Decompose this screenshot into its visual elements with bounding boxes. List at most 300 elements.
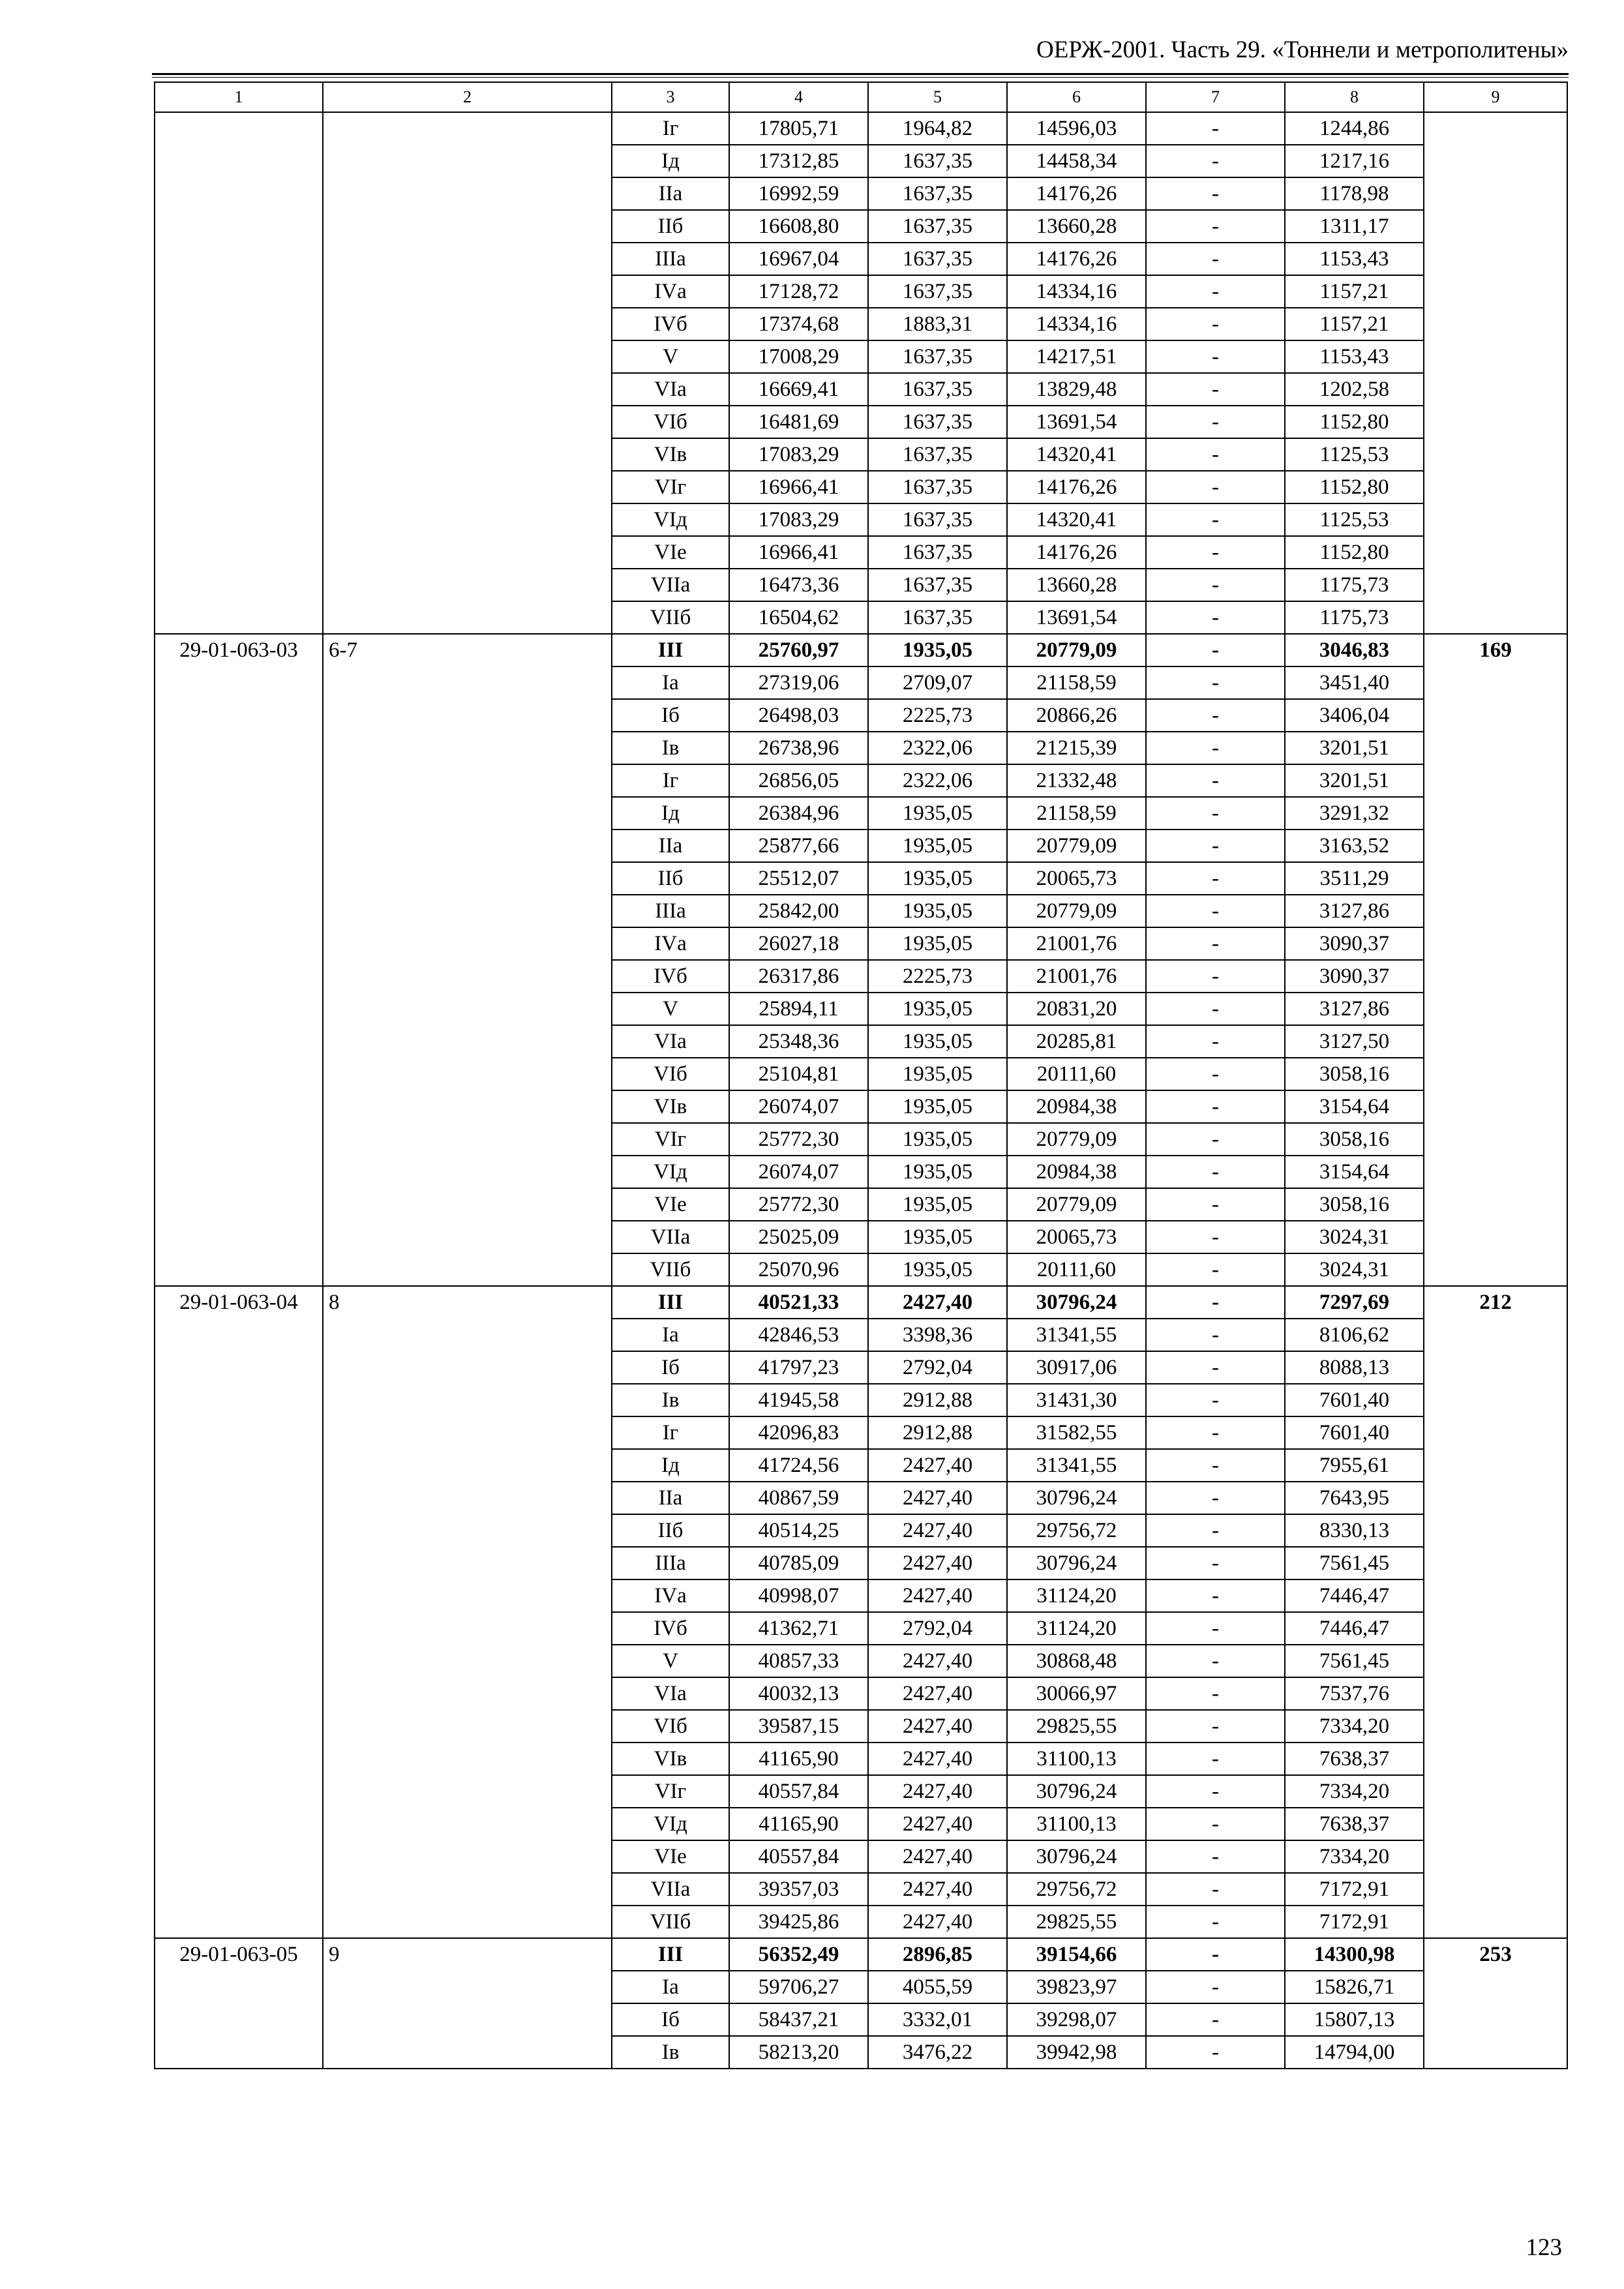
value-cell: 14176,26	[1007, 471, 1146, 503]
value-cell: 27319,06	[729, 666, 868, 699]
value-cell: -	[1146, 471, 1285, 503]
value-cell: 25842,00	[729, 895, 868, 927]
value-cell: 3332,01	[868, 2003, 1007, 2036]
value-cell: 7561,45	[1285, 1645, 1424, 1677]
header-rule	[152, 73, 1569, 75]
value-cell: 1883,31	[868, 308, 1007, 340]
column-header: 6	[1007, 82, 1146, 112]
value-cell: -	[1146, 732, 1285, 764]
value-cell: 40998,07	[729, 1579, 868, 1612]
value-cell: 40867,59	[729, 1482, 868, 1514]
value-cell: 2912,88	[868, 1384, 1007, 1416]
value-cell: 31341,55	[1007, 1319, 1146, 1351]
value-cell: 14217,51	[1007, 340, 1146, 373]
value-cell: 1637,35	[868, 601, 1007, 634]
rate-spec: 9	[323, 1938, 612, 2069]
value-cell: 20984,38	[1007, 1156, 1146, 1188]
value-cell: 2427,40	[868, 1906, 1007, 1938]
value-cell: 3291,32	[1285, 797, 1424, 830]
value-cell: -	[1146, 1416, 1285, 1449]
value-cell: 40514,25	[729, 1514, 868, 1547]
value-cell: -	[1146, 308, 1285, 340]
value-cell: 29756,72	[1007, 1873, 1146, 1906]
value-cell: 16967,04	[729, 243, 868, 275]
value-cell: 39357,03	[729, 1873, 868, 1906]
value-cell: 3201,51	[1285, 732, 1424, 764]
value-cell: -	[1146, 1025, 1285, 1058]
value-cell: 29825,55	[1007, 1710, 1146, 1743]
value-cell: 16481,69	[729, 406, 868, 438]
value-cell: -	[1146, 1221, 1285, 1253]
value-cell: 39154,66	[1007, 1938, 1146, 1971]
value-cell: 7601,40	[1285, 1416, 1424, 1449]
soil-category-cell: VIг	[612, 1775, 729, 1808]
column-header: 1	[155, 82, 323, 112]
value-cell: 1175,73	[1285, 601, 1424, 634]
value-cell: 25877,66	[729, 830, 868, 862]
value-cell: 3046,83	[1285, 634, 1424, 666]
soil-category-cell: VIв	[612, 1743, 729, 1775]
value-cell: 1125,53	[1285, 503, 1424, 536]
value-cell: -	[1146, 438, 1285, 471]
value-cell: 3024,31	[1285, 1253, 1424, 1286]
value-cell: 3024,31	[1285, 1221, 1424, 1253]
value-cell: 2427,40	[868, 1514, 1007, 1547]
value-cell: 30796,24	[1007, 1286, 1146, 1319]
soil-category-cell: Iа	[612, 666, 729, 699]
soil-category-cell: IIб	[612, 1514, 729, 1547]
soil-category-cell: IIIа	[612, 243, 729, 275]
soil-category-cell: IIIа	[612, 1547, 729, 1579]
value-cell: 39587,15	[729, 1710, 868, 1743]
value-cell: 17805,71	[729, 112, 868, 145]
soil-category-cell: VIб	[612, 1710, 729, 1743]
document-header: ОЕРЖ-2001. Часть 29. «Тоннели и метрополитены»	[1036, 37, 1569, 63]
value-cell: 8330,13	[1285, 1514, 1424, 1547]
value-cell: 2912,88	[868, 1416, 1007, 1449]
value-cell: 1964,82	[868, 112, 1007, 145]
value-cell: 31124,20	[1007, 1612, 1146, 1645]
rate-code: 29-01-063-04	[155, 1286, 323, 1938]
value-cell: 7643,95	[1285, 1482, 1424, 1514]
column-header: 4	[729, 82, 868, 112]
header-rule-thin	[152, 77, 1569, 78]
value-cell: 1935,05	[868, 1123, 1007, 1156]
value-cell: 7638,37	[1285, 1743, 1424, 1775]
value-cell: 3163,52	[1285, 830, 1424, 862]
value-cell: 7601,40	[1285, 1384, 1424, 1416]
soil-category-cell: Iб	[612, 1351, 729, 1384]
value-cell: 7955,61	[1285, 1449, 1424, 1482]
value-cell: 20779,09	[1007, 830, 1146, 862]
value-cell: 16669,41	[729, 373, 868, 406]
soil-category-cell: VIд	[612, 1156, 729, 1188]
value-cell: -	[1146, 243, 1285, 275]
value-cell: 30796,24	[1007, 1775, 1146, 1808]
value-cell: 2225,73	[868, 699, 1007, 732]
value-cell: 16504,62	[729, 601, 868, 634]
value-cell: 40032,13	[729, 1677, 868, 1710]
soil-category-cell: VIд	[612, 503, 729, 536]
soil-category-cell: V	[612, 1645, 729, 1677]
value-cell: 3154,64	[1285, 1090, 1424, 1123]
value-cell: 16992,59	[729, 177, 868, 210]
value-cell: 1935,05	[868, 634, 1007, 666]
value-cell: 1935,05	[868, 862, 1007, 895]
value-cell: -	[1146, 406, 1285, 438]
rate-spec: 8	[323, 1286, 612, 1938]
soil-category-cell: IIб	[612, 862, 729, 895]
value-cell: 17128,72	[729, 275, 868, 308]
value-cell: 1935,05	[868, 1058, 1007, 1090]
value-cell: 14300,98	[1285, 1938, 1424, 1971]
value-cell: -	[1146, 1612, 1285, 1645]
value-cell: 20779,09	[1007, 1188, 1146, 1221]
value-cell: -	[1146, 340, 1285, 373]
value-cell: -	[1146, 1840, 1285, 1873]
value-cell: 3090,37	[1285, 960, 1424, 993]
value-cell: -	[1146, 862, 1285, 895]
value-cell: 17008,29	[729, 340, 868, 373]
value-cell: 41165,90	[729, 1743, 868, 1775]
value-cell: 40557,84	[729, 1840, 868, 1873]
value-cell: 2427,40	[868, 1449, 1007, 1482]
value-cell: 3090,37	[1285, 927, 1424, 960]
soil-category-cell: Iб	[612, 2003, 729, 2036]
value-cell: 7638,37	[1285, 1808, 1424, 1840]
value-cell: -	[1146, 2003, 1285, 2036]
soil-category-cell: IIа	[612, 1482, 729, 1514]
value-cell: 21332,48	[1007, 764, 1146, 797]
table-row	[155, 634, 1567, 666]
value-cell: -	[1146, 275, 1285, 308]
value-cell: -	[1146, 895, 1285, 927]
value-cell: 14334,16	[1007, 308, 1146, 340]
value-cell: -	[1146, 112, 1285, 145]
value-cell: 1637,35	[868, 373, 1007, 406]
value-cell: 7334,20	[1285, 1775, 1424, 1808]
value-cell: 25104,81	[729, 1058, 868, 1090]
value-cell: 39823,97	[1007, 1971, 1146, 2003]
soil-category-cell: IIIа	[612, 895, 729, 927]
value-cell: 21158,59	[1007, 797, 1146, 830]
value-cell: 26384,96	[729, 797, 868, 830]
value-cell: 1153,43	[1285, 340, 1424, 373]
value-cell: 40521,33	[729, 1286, 868, 1319]
value-cell: 41797,23	[729, 1351, 868, 1384]
soil-category-cell: Iд	[612, 145, 729, 177]
value-cell: 58437,21	[729, 2003, 868, 2036]
value-cell: -	[1146, 797, 1285, 830]
value-cell: 3058,16	[1285, 1188, 1424, 1221]
soil-category-cell: IIа	[612, 830, 729, 862]
value-cell: 30796,24	[1007, 1547, 1146, 1579]
value-cell: 13691,54	[1007, 406, 1146, 438]
value-cell: -	[1146, 210, 1285, 243]
value-cell: 40557,84	[729, 1775, 868, 1808]
value-cell: 2427,40	[868, 1579, 1007, 1612]
value-cell: 14176,26	[1007, 536, 1146, 569]
value-cell: 2896,85	[868, 1938, 1007, 1971]
rate-code: 29-01-063-05	[155, 1938, 323, 2069]
soil-category-cell: Iг	[612, 764, 729, 797]
soil-category-cell: VIв	[612, 1090, 729, 1123]
soil-category-cell: III	[612, 634, 729, 666]
value-cell: 3154,64	[1285, 1156, 1424, 1188]
value-cell: 25025,09	[729, 1221, 868, 1253]
column9-value: 253	[1424, 1938, 1567, 2069]
value-cell: 2792,04	[868, 1351, 1007, 1384]
value-cell: -	[1146, 1123, 1285, 1156]
value-cell: 20779,09	[1007, 895, 1146, 927]
rate-spec	[323, 112, 612, 634]
value-cell: 21001,76	[1007, 927, 1146, 960]
rate-code: 29-01-063-03	[155, 634, 323, 1286]
value-cell: 7537,76	[1285, 1677, 1424, 1710]
value-cell: 25348,36	[729, 1025, 868, 1058]
value-cell: 25760,97	[729, 634, 868, 666]
value-cell: -	[1146, 503, 1285, 536]
value-cell: 13691,54	[1007, 601, 1146, 634]
value-cell: -	[1146, 1808, 1285, 1840]
value-cell: 29825,55	[1007, 1906, 1146, 1938]
value-cell: 26498,03	[729, 699, 868, 732]
value-cell: 14334,16	[1007, 275, 1146, 308]
value-cell: 20779,09	[1007, 634, 1146, 666]
value-cell: 15807,13	[1285, 2003, 1424, 2036]
column9-value: 212	[1424, 1286, 1567, 1938]
value-cell: -	[1146, 1482, 1285, 1514]
soil-category-cell: VIа	[612, 1025, 729, 1058]
value-cell: 14458,34	[1007, 145, 1146, 177]
value-cell: 3406,04	[1285, 699, 1424, 732]
soil-category-cell: VIе	[612, 536, 729, 569]
value-cell: 3127,50	[1285, 1025, 1424, 1058]
value-cell: 3058,16	[1285, 1058, 1424, 1090]
value-cell: 2427,40	[868, 1645, 1007, 1677]
value-cell: 1217,16	[1285, 145, 1424, 177]
value-cell: 25512,07	[729, 862, 868, 895]
column9-value: 169	[1424, 634, 1567, 1286]
value-cell: 25070,96	[729, 1253, 868, 1286]
value-cell: 20111,60	[1007, 1058, 1146, 1090]
value-cell: 20065,73	[1007, 1221, 1146, 1253]
value-cell: 1935,05	[868, 1025, 1007, 1058]
value-cell: 2225,73	[868, 960, 1007, 993]
value-cell: 4055,59	[868, 1971, 1007, 2003]
value-cell: 2322,06	[868, 764, 1007, 797]
value-cell: 7334,20	[1285, 1840, 1424, 1873]
value-cell: 30796,24	[1007, 1840, 1146, 1873]
soil-category-cell: Iв	[612, 2036, 729, 2069]
value-cell: 8088,13	[1285, 1351, 1424, 1384]
value-cell: -	[1146, 1514, 1285, 1547]
soil-category-cell: Iв	[612, 732, 729, 764]
value-cell: 1935,05	[868, 830, 1007, 862]
column-number-row	[155, 82, 1567, 112]
value-cell: 3451,40	[1285, 666, 1424, 699]
soil-category-cell: IVа	[612, 1579, 729, 1612]
value-cell: -	[1146, 1156, 1285, 1188]
value-cell: 21001,76	[1007, 960, 1146, 993]
soil-category-cell: Iа	[612, 1971, 729, 2003]
column-header: 7	[1146, 82, 1285, 112]
soil-category-cell: VIIа	[612, 1873, 729, 1906]
value-cell: -	[1146, 177, 1285, 210]
value-cell: -	[1146, 601, 1285, 634]
soil-category-cell: Iг	[612, 1416, 729, 1449]
soil-category-cell: IIа	[612, 177, 729, 210]
value-cell: 41165,90	[729, 1808, 868, 1840]
value-cell: -	[1146, 1384, 1285, 1416]
value-cell: -	[1146, 1645, 1285, 1677]
soil-category-cell: VIIа	[612, 569, 729, 601]
value-cell: -	[1146, 1547, 1285, 1579]
soil-category-cell: III	[612, 1938, 729, 1971]
value-cell: 8106,62	[1285, 1319, 1424, 1351]
value-cell: 20779,09	[1007, 1123, 1146, 1156]
soil-category-cell: IVа	[612, 927, 729, 960]
soil-category-cell: IVб	[612, 960, 729, 993]
column-header: 9	[1424, 82, 1567, 112]
value-cell: 2427,40	[868, 1873, 1007, 1906]
value-cell: 7172,91	[1285, 1873, 1424, 1906]
value-cell: 1637,35	[868, 406, 1007, 438]
value-cell: 40857,33	[729, 1645, 868, 1677]
value-cell: 14320,41	[1007, 438, 1146, 471]
column-header: 8	[1285, 82, 1424, 112]
value-cell: -	[1146, 1906, 1285, 1938]
soil-category-cell: VIIб	[612, 601, 729, 634]
value-cell: 2427,40	[868, 1808, 1007, 1840]
value-cell: 17083,29	[729, 503, 868, 536]
value-cell: 26074,07	[729, 1156, 868, 1188]
soil-category-cell: VIе	[612, 1188, 729, 1221]
value-cell: 2427,40	[868, 1840, 1007, 1873]
value-cell: 31341,55	[1007, 1449, 1146, 1482]
value-cell: 2427,40	[868, 1710, 1007, 1743]
value-cell: 1311,17	[1285, 210, 1424, 243]
value-cell: 1935,05	[868, 1090, 1007, 1123]
value-cell: 3127,86	[1285, 993, 1424, 1025]
value-cell: -	[1146, 699, 1285, 732]
value-cell: 1175,73	[1285, 569, 1424, 601]
value-cell: 39298,07	[1007, 2003, 1146, 2036]
value-cell: -	[1146, 1775, 1285, 1808]
table-row	[155, 112, 1567, 145]
value-cell: 30868,48	[1007, 1645, 1146, 1677]
value-cell: -	[1146, 634, 1285, 666]
table-row	[155, 1286, 1567, 1319]
soil-category-cell: VIб	[612, 406, 729, 438]
value-cell: 21158,59	[1007, 666, 1146, 699]
value-cell: -	[1146, 764, 1285, 797]
value-cell: -	[1146, 927, 1285, 960]
value-cell: 7297,69	[1285, 1286, 1424, 1319]
value-cell: 41362,71	[729, 1612, 868, 1645]
value-cell: 2792,04	[868, 1612, 1007, 1645]
value-cell: 1202,58	[1285, 373, 1424, 406]
value-cell: 1153,43	[1285, 243, 1424, 275]
value-cell: 2427,40	[868, 1286, 1007, 1319]
value-cell: 7561,45	[1285, 1547, 1424, 1579]
value-cell: 16473,36	[729, 569, 868, 601]
value-cell: 56352,49	[729, 1938, 868, 1971]
value-cell: 30066,97	[1007, 1677, 1146, 1710]
value-cell: 7446,47	[1285, 1579, 1424, 1612]
value-cell: 2427,40	[868, 1482, 1007, 1514]
value-cell: 1178,98	[1285, 177, 1424, 210]
value-cell: 1935,05	[868, 1188, 1007, 1221]
soil-category-cell: Iд	[612, 797, 729, 830]
value-cell: 2427,40	[868, 1677, 1007, 1710]
value-cell: -	[1146, 993, 1285, 1025]
value-cell: 16608,80	[729, 210, 868, 243]
value-cell: 1637,35	[868, 569, 1007, 601]
value-cell: -	[1146, 666, 1285, 699]
value-cell: 29756,72	[1007, 1514, 1146, 1547]
value-cell: 58213,20	[729, 2036, 868, 2069]
soil-category-cell: Iа	[612, 1319, 729, 1351]
soil-category-cell: IVб	[612, 1612, 729, 1645]
value-cell: 30796,24	[1007, 1482, 1146, 1514]
soil-category-cell: VIа	[612, 1677, 729, 1710]
soil-category-cell: VIв	[612, 438, 729, 471]
value-cell: 14176,26	[1007, 177, 1146, 210]
column9-value	[1424, 112, 1567, 634]
value-cell: -	[1146, 1253, 1285, 1286]
value-cell: 13829,48	[1007, 373, 1146, 406]
value-cell: 13660,28	[1007, 569, 1146, 601]
value-cell: 26738,96	[729, 732, 868, 764]
value-cell: 1935,05	[868, 1253, 1007, 1286]
value-cell: -	[1146, 373, 1285, 406]
value-cell: 1157,21	[1285, 308, 1424, 340]
column-header: 3	[612, 82, 729, 112]
value-cell: -	[1146, 1743, 1285, 1775]
value-cell: 20065,73	[1007, 862, 1146, 895]
value-cell: 1935,05	[868, 895, 1007, 927]
value-cell: 26856,05	[729, 764, 868, 797]
value-cell: 1637,35	[868, 243, 1007, 275]
value-cell: 1637,35	[868, 438, 1007, 471]
table-row	[155, 1938, 1567, 1971]
value-cell: 1637,35	[868, 275, 1007, 308]
value-cell: 25894,11	[729, 993, 868, 1025]
soil-category-cell: VIIб	[612, 1906, 729, 1938]
value-cell: 1157,21	[1285, 275, 1424, 308]
value-cell: 31124,20	[1007, 1579, 1146, 1612]
value-cell: 1935,05	[868, 797, 1007, 830]
value-cell: 31100,13	[1007, 1743, 1146, 1775]
value-cell: -	[1146, 1188, 1285, 1221]
value-cell: -	[1146, 1449, 1285, 1482]
soil-category-cell: VIг	[612, 1123, 729, 1156]
value-cell: -	[1146, 1710, 1285, 1743]
soil-category-cell: Iв	[612, 1384, 729, 1416]
soil-category-cell: IIб	[612, 210, 729, 243]
value-cell: -	[1146, 1351, 1285, 1384]
value-cell: 1244,86	[1285, 112, 1424, 145]
value-cell: 25772,30	[729, 1123, 868, 1156]
value-cell: 17083,29	[729, 438, 868, 471]
value-cell: 3201,51	[1285, 764, 1424, 797]
value-cell: 3058,16	[1285, 1123, 1424, 1156]
rate-code	[155, 112, 323, 634]
value-cell: -	[1146, 1971, 1285, 2003]
value-cell: -	[1146, 1677, 1285, 1710]
value-cell: 41945,58	[729, 1384, 868, 1416]
